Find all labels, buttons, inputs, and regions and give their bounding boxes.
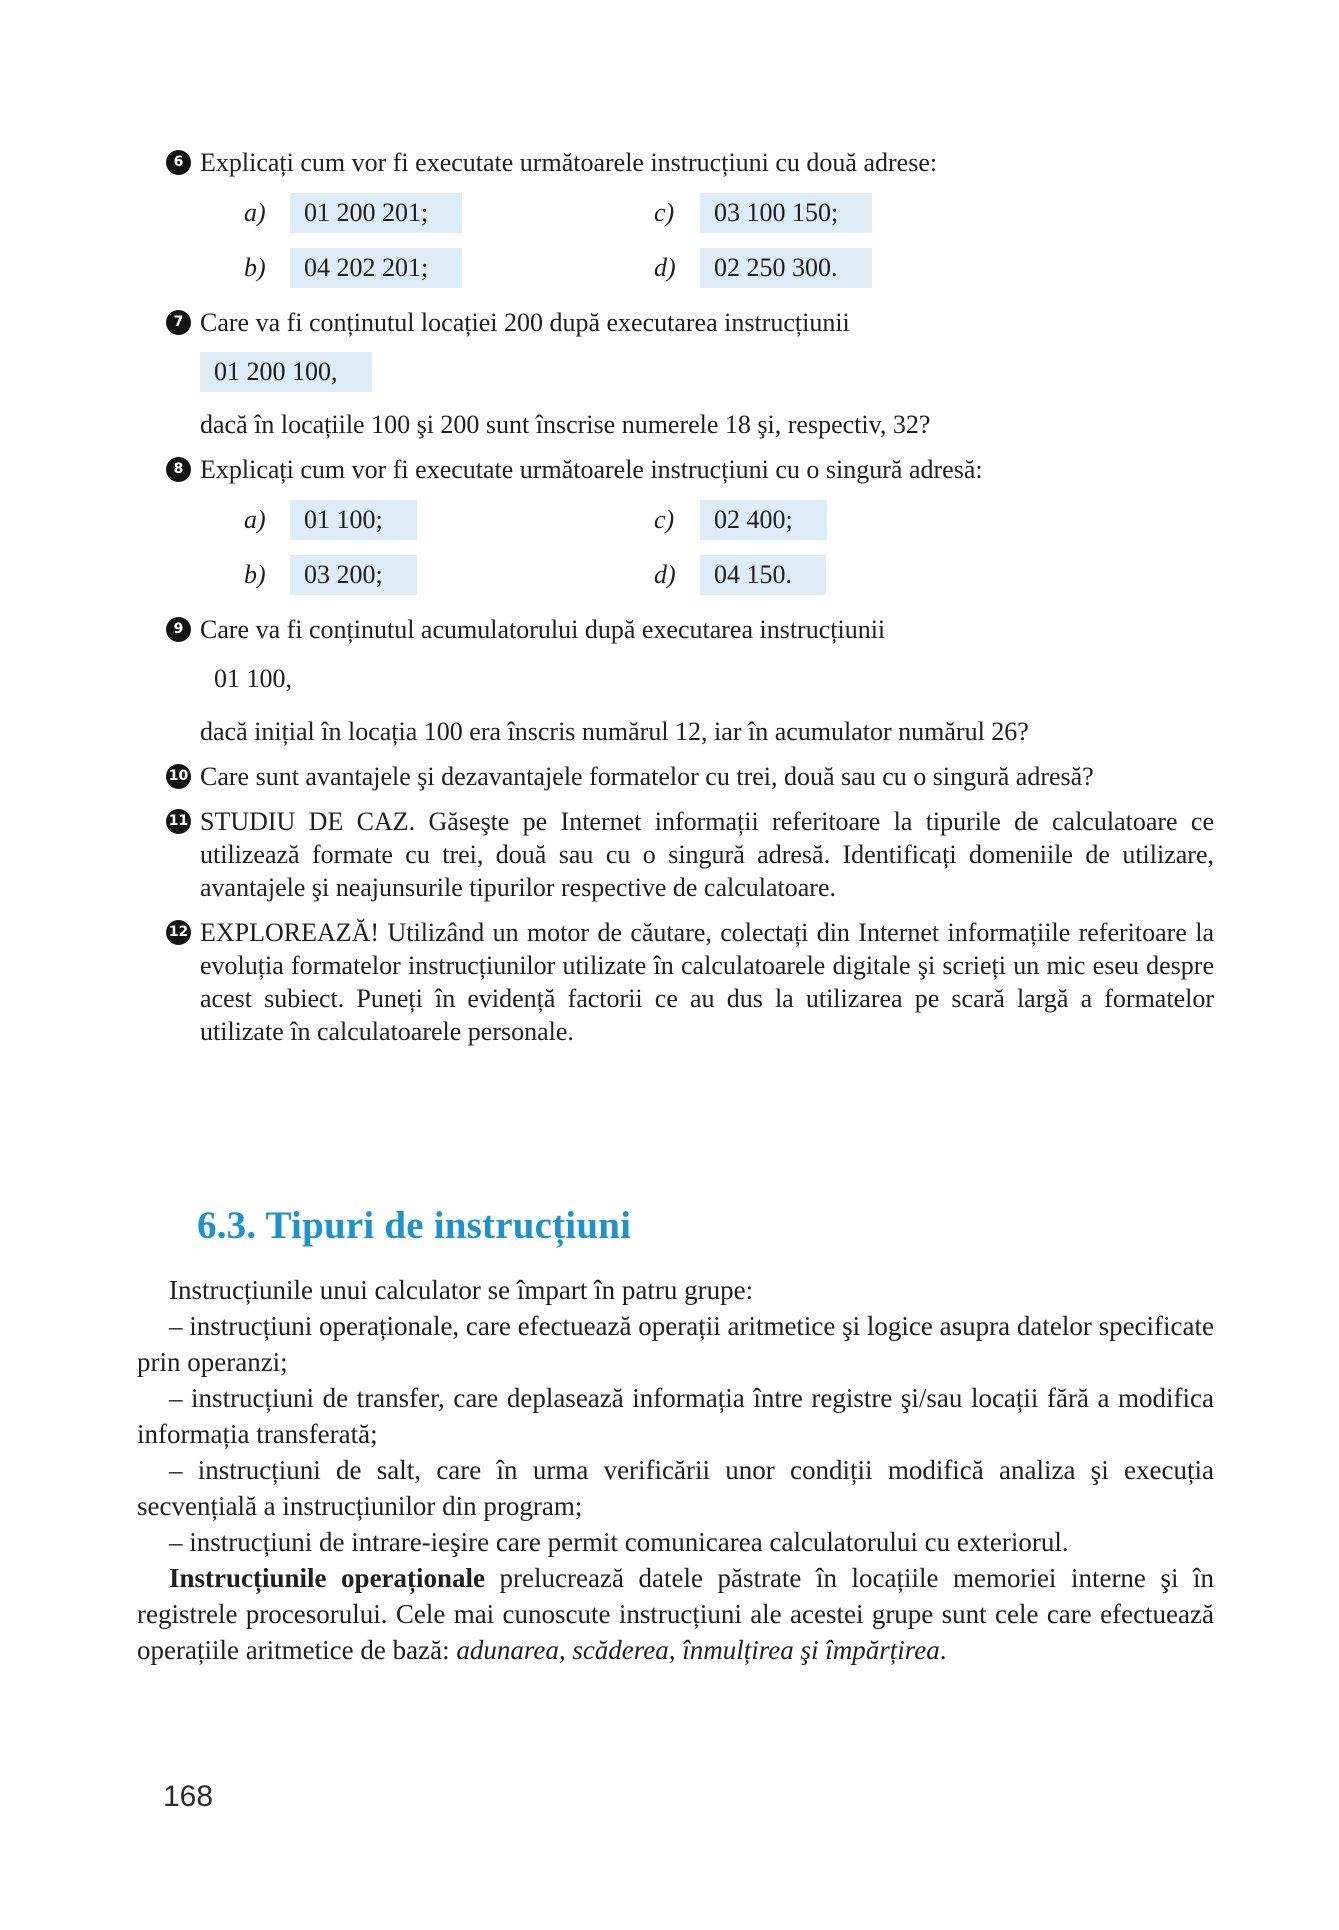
instruction-code-box: 01 200 100,: [200, 352, 372, 392]
option-row: [244, 193, 654, 233]
paragraph-text: prelucrează datele păstrate în locațiile memoriei interne şi în registrele procesorului. Cele mai cunoscute instrucțiuni ale acestei grupe sunt cele care efectuează operațiile aritmetice de bază:: [137, 1563, 1214, 1665]
option-value-box: 03 200;: [290, 555, 417, 595]
option-value-box: 01 100;: [290, 500, 417, 540]
option-value-box: 03 100 150;: [700, 193, 872, 233]
item-number-badge: 9: [166, 617, 191, 642]
option-row: [244, 500, 654, 540]
exercise-list: [166, 146, 1214, 1060]
paragraph-group-salt: – instrucțiuni de salt, care în urma verificării unor condiții modifică analiza şi execuția secvențială a instrucțiunilor din program;: [137, 1455, 1214, 1521]
exercise-item-12: [166, 916, 1214, 1048]
option-row: [654, 500, 1214, 540]
exercise-item-10: [166, 760, 1214, 793]
option-row: [244, 248, 654, 288]
item-number-badge: 7: [166, 310, 191, 335]
exercise-body: [200, 613, 1214, 748]
exercise-item-8: [166, 453, 1214, 601]
exercise-text: EXPLOREAZĂ! Utilizând un motor de căutare, colectați din Internet informațiile referitoare la evoluția formatelor instrucțiunilor utilizate în calculatoarele digitale şi scrieți un mic eseu despre acest subiect. Puneți în evidență factorii ce au dus la utilizarea pe scară largă a formatelor utilizate în calculatoarele personale.: [200, 918, 1214, 1046]
option-value-box: 04 150.: [700, 555, 826, 595]
instruction-code-row: [200, 352, 1214, 392]
item-number-badge: 8: [166, 457, 191, 482]
options-grid: [200, 193, 1214, 288]
options-grid: [200, 500, 1214, 595]
exercise-text: Care va fi conținutul locației 200 după executarea instrucțiunii: [200, 308, 850, 337]
option-row: [244, 555, 654, 595]
exercise-text: Care va fi conținutul acumulatorului după executarea instrucțiunii: [200, 615, 886, 644]
option-label: d): [654, 253, 676, 282]
option-label: c): [654, 505, 675, 534]
item-number-badge: 12: [166, 920, 191, 945]
exercise-text: Care sunt avantajele şi dezavantajele formatelor cu trei, două sau cu o singură adresă?: [200, 762, 1094, 791]
bold-lead: Instrucțiunile operaționale: [169, 1563, 486, 1593]
option-label: b): [244, 560, 266, 589]
page-number: 168: [163, 1780, 214, 1813]
option-value-box: 01 200 201;: [290, 193, 462, 233]
exercise-item-6: [166, 146, 1214, 294]
instruction-code-row: [200, 659, 1214, 699]
option-row: [654, 248, 1214, 288]
paragraph-operational-detail: [137, 1560, 1214, 1668]
item-number-badge: 11: [166, 809, 191, 834]
option-label: a): [244, 505, 266, 534]
exercise-body: [200, 805, 1214, 904]
section-heading: 6.3. Tipuri de instrucțiuni: [197, 1204, 632, 1247]
option-value-box: 02 250 300.: [700, 248, 872, 288]
section-paragraphs: [137, 1272, 1214, 1668]
exercise-item-11: [166, 805, 1214, 904]
option-label: b): [244, 253, 266, 282]
exercise-text: Explicați cum vor fi executate următoarele instrucțiuni cu două adrese:: [200, 148, 938, 177]
option-label: d): [654, 560, 676, 589]
italic-terms: adunarea, scăderea, înmulțirea şi împărțirea: [456, 1635, 940, 1665]
option-label: a): [244, 198, 266, 227]
continuation-text: dacă inițial în locația 100 era înscris numărul 12, iar în acumulator numărul 26?: [200, 717, 1029, 746]
paragraph-group-transfer: – instrucțiuni de transfer, care deplasează informația între registre şi/sau locații fără a modifica informația transferată;: [137, 1383, 1214, 1449]
option-row: [654, 555, 1214, 595]
exercise-body: [200, 306, 1214, 441]
exercise-item-7: [166, 306, 1214, 441]
sentence-end: .: [939, 1635, 947, 1665]
option-value-box: 02 400;: [700, 500, 827, 540]
exercise-body: [200, 916, 1214, 1048]
exercise-body: [200, 453, 1214, 601]
paragraph-group-io: – instrucțiuni de intrare-ieşire care permit comunicarea calculatorului cu exteriorul.: [169, 1527, 1069, 1557]
continuation-text: dacă în locațiile 100 şi 200 sunt înscrise numerele 18 şi, respectiv, 32?: [200, 410, 931, 439]
option-label: c): [654, 198, 675, 227]
option-value-box: 04 202 201;: [290, 248, 462, 288]
option-row: [654, 193, 1214, 233]
exercise-item-9: [166, 613, 1214, 748]
item-number-badge: 6: [166, 150, 191, 175]
paragraph-group-operational: – instrucțiuni operaționale, care efectuează operații aritmetice şi logice asupra datelor specificate prin operanzi;: [137, 1311, 1214, 1377]
item-number-badge: 10: [166, 764, 191, 789]
exercise-body: [200, 760, 1214, 793]
exercise-text: Explicați cum vor fi executate următoarele instrucțiuni cu o singură adresă:: [200, 455, 983, 484]
exercise-body: [200, 146, 1214, 294]
exercise-text: STUDIU DE CAZ. Găseşte pe Internet informații referitoare la tipurile de calculatoare ce utilizează formate cu trei, două sau cu o singură adresă. Identificați domeniile de utilizare, avantajele şi neajunsurile tipurilor respective de calculatoare.: [200, 807, 1214, 902]
instruction-code: 01 100,: [214, 664, 292, 693]
paragraph-intro: Instrucțiunile unui calculator se împart în patru grupe:: [169, 1275, 754, 1305]
